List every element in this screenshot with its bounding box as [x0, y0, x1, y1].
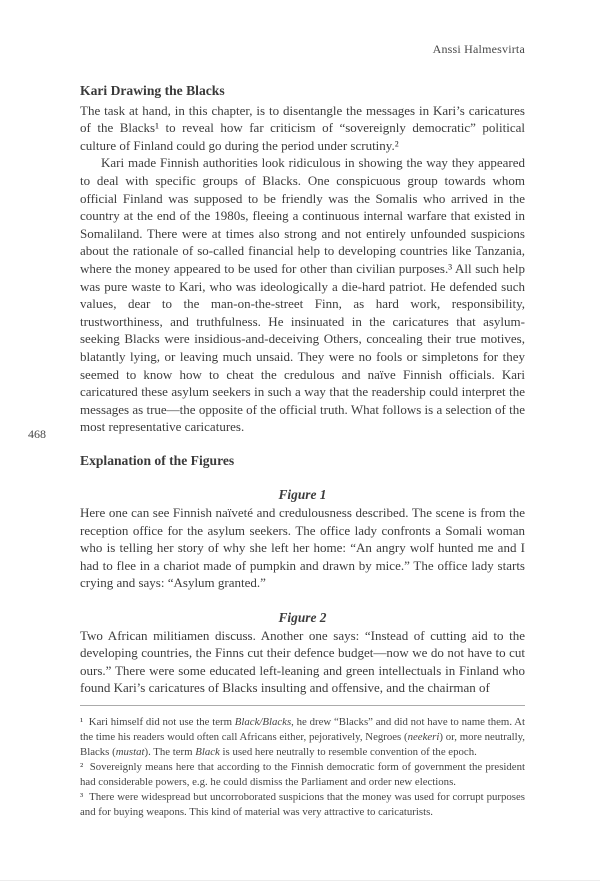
figure-1-caption: Figure 1 [278, 487, 327, 503]
footnotes-section [80, 705, 525, 820]
footnote-1-text: ) or, more neutrally, Blacks ( [80, 731, 526, 758]
footnote-1-italic-term: Black [195, 746, 220, 758]
page-number: 468 [28, 427, 46, 441]
figure-2-caption: Figure 2 [278, 610, 327, 626]
footnote-1-text: ¹ Kari himself did not use the term [80, 716, 235, 728]
footnote-3: ³ There were widespread but uncorroborated suspicions that the money was used for corrupt purposes and for buying weapons. This kind of material was very attractive to caricaturists. [80, 791, 525, 818]
footnote-1-text: is used here neutrally to resemble convention of the epoch. [219, 746, 477, 758]
footnote-1-text: , he drew “Blacks” and did not have to name them. At the time his readers would often call Africans either, pejoratively, Negroes ( [80, 716, 526, 743]
figure-2-description: Two African militiamen discuss. Another one says: “Instead of cutting aid to the developing countries, the Finns cut their defence budget—now we do not have to cut ours.” There were some educated left-leaning and green intellectuals in Finland who found Kari’s caricatures of Blacks insulting and offensive, and the chairman of [80, 627, 525, 696]
section-heading-explanation-of-figures: Explanation of the Figures [80, 452, 235, 468]
footnote-1 [80, 715, 525, 760]
footnote-2: ² Sovereignly means here that according to the Finnish democratic form of government the president had considerable powers, e.g. he could dismiss the Parliament and order new elections. [80, 761, 525, 788]
page-content [80, 82, 525, 697]
footnote-1-italic-term: mustat [115, 746, 145, 758]
paragraph-intro: The task at hand, in this chapter, is to disentangle the messages in Kari’s caricatures of the Blacks¹ to reveal how far criticism of “sovereignly democratic” political culture of Finland could go during the period under scrutiny.² [80, 102, 525, 153]
footnote-separator [80, 705, 525, 706]
footnote-1-text: ). The term [144, 746, 196, 758]
section-heading-kari-drawing-the-blacks: Kari Drawing the Blacks [80, 83, 225, 98]
footnote-1-italic-term: Black/Blacks [234, 716, 292, 728]
figure-1-description: Here one can see Finnish naïveté and credulousness described. The scene is from the reception office for the asylum seekers. The office lady confronts a Somali woman who is telling her story of why she left her home: “An angry wolf hunted me and I had to flee in a chariot made of pumpkin and drawn by mice.” The office lady starts crying and says: “Asylum granted.” [80, 505, 525, 591]
running-head-author: Anssi Halmesvirta [432, 42, 525, 56]
paragraph-kari-authorities: Kari made Finnish authorities look ridiculous in showing the way they appeared to deal with specific groups of Blacks. One conspicuous group towards whom official Finland was supposed to be friendly was the Somalis who arrived in the country at the end of the 1980s, fleeing a continuous internal warfare that existed in Somaliland. There were at times also strong and not entirely unfounded suspicions about the rationale of so-called financial help to developing countries like Tanzania, where the money appeared to be used for other than civilian purposes.³ All such help was pure waste to Kari, who was ideologically a die-hard patriot. He defended such values, dear to the man-on-the-street Finn, as hard work, responsibility, trustworthiness, and truthfulness. He insinuated in the caricatures that asylum-seeking Blacks were insidious-and-deceiving Others, concealing their true motives, blatantly lying, or leaving much unsaid. They were no fools or simpletons for they seemed to know how to cheat the credulous and naïve Finnish officials. Kari caricatured these asylum seekers in such a way that the readership could interpret the messages as true—the opposite of the official truth. What follows is a selection of the most representative caricatures. [80, 155, 525, 435]
footnote-1-italic-term: neekeri [407, 731, 440, 743]
